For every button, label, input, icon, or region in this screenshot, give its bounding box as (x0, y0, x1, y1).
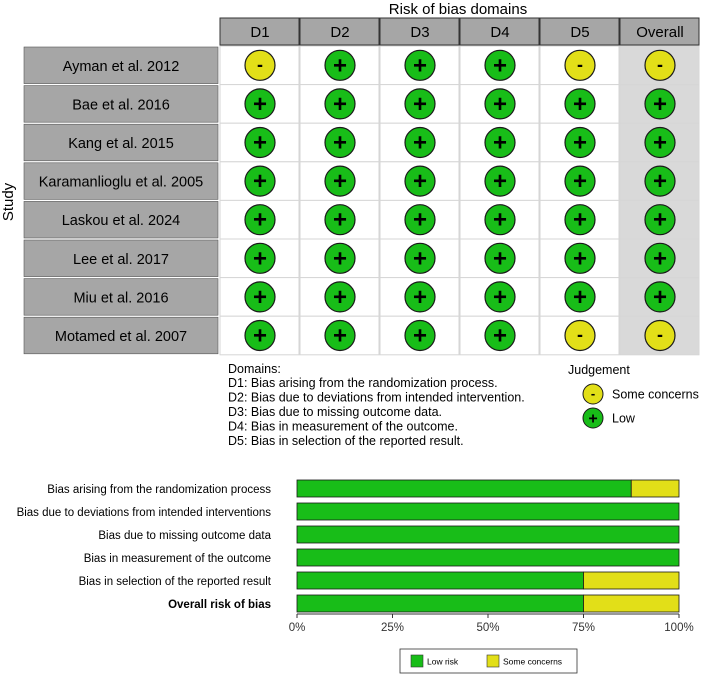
low-risk-bar (297, 595, 584, 612)
bar-category-label: Overall risk of bias (168, 599, 271, 611)
bar-chart-legend-label: Some concerns (503, 656, 563, 667)
judgement-symbol: + (332, 283, 348, 311)
study-row (24, 123, 699, 162)
some-concerns-bar (584, 572, 680, 589)
bar-chart-legend-label: Low risk (427, 656, 459, 667)
study-row (24, 200, 699, 239)
bar-category-label: Bias arising from the randomization process (47, 484, 271, 496)
low-risk-bar (297, 549, 679, 566)
judgement-symbol: + (412, 52, 428, 80)
judgement-legend-title: Judgement (568, 363, 630, 377)
domain-description: D1: Bias arising from the randomization process. (228, 376, 498, 390)
x-tick-label: 50% (476, 622, 500, 634)
study-name: Kang et al. 2015 (68, 136, 174, 152)
judgement-symbol: + (492, 52, 508, 80)
judgement-symbol: - (657, 54, 663, 75)
domain-header-label: D3 (410, 24, 430, 41)
judgement-symbol: + (412, 283, 428, 311)
low-risk-bar (297, 526, 679, 543)
low-risk-swatch (411, 655, 423, 667)
study-rows (24, 46, 699, 355)
judgement-symbol: + (252, 206, 268, 234)
domain-header-row (220, 18, 699, 45)
domain-description: D2: Bias due to deviations from intended intervention. (228, 390, 525, 405)
judgement-symbol: + (492, 168, 508, 196)
judgement-symbol: - (577, 54, 583, 75)
study-name: Bae et al. 2016 (72, 97, 170, 114)
bar-chart-legend (400, 649, 577, 673)
judgement-symbol: + (332, 168, 348, 196)
judgement-symbol: + (492, 322, 508, 350)
bar-category-label: Bias in measurement of the outcome (83, 553, 271, 565)
judgement-symbol: + (652, 168, 668, 196)
judgement-symbol: + (252, 322, 268, 350)
legend-symbol: + (588, 410, 598, 428)
domain-description: D3: Bias due to missing outcome data. (228, 405, 443, 419)
study-axis-title: Study (0, 182, 17, 222)
study-row (24, 46, 699, 85)
judgement-symbol: + (572, 168, 588, 196)
judgement-symbol: + (492, 283, 508, 311)
judgement-legend (568, 363, 699, 428)
judgement-symbol: + (652, 90, 668, 118)
judgement-symbol: + (492, 206, 508, 234)
judgement-symbol: + (332, 129, 348, 157)
summary-bar-chart (17, 480, 694, 673)
judgement-legend-label: Some concerns (612, 387, 699, 402)
judgement-symbol: + (492, 245, 508, 273)
study-row (24, 162, 699, 201)
judgement-symbol: + (412, 90, 428, 118)
judgement-symbol: + (492, 90, 508, 118)
judgement-symbol: + (652, 245, 668, 273)
bar-category-label: Bias in selection of the reported result (78, 576, 271, 588)
judgement-symbol: + (332, 206, 348, 234)
study-name: Laskou et al. 2024 (61, 213, 181, 230)
judgement-symbol: + (412, 206, 428, 234)
x-tick-label: 75% (571, 622, 596, 634)
judgement-symbol: + (572, 206, 588, 234)
bar-category-label: Bias due to deviations from intended interventions (16, 507, 271, 519)
judgement-symbol: + (652, 206, 668, 234)
domain-description: D4: Bias in measurement of the outcome. (228, 419, 458, 434)
judgement-symbol: + (572, 129, 588, 157)
judgement-symbol: + (652, 129, 668, 157)
x-tick-label: 25% (380, 622, 405, 634)
traffic-light-plot (0, 1, 699, 355)
judgement-symbol: + (252, 129, 268, 157)
some-concerns-bar (584, 595, 680, 612)
judgement-symbol: + (252, 245, 268, 273)
judgement-symbol: + (252, 283, 268, 311)
study-name: Ayman et al. 2012 (62, 58, 180, 75)
low-risk-bar (297, 480, 631, 497)
x-tick-label: 0% (288, 622, 306, 634)
low-risk-bar (297, 572, 584, 589)
study-name: Karamanlioglu et al. 2005 (38, 174, 204, 191)
legend-symbol: - (590, 386, 596, 401)
study-row (24, 316, 699, 355)
judgement-symbol: + (412, 129, 428, 157)
judgement-symbol: - (257, 54, 263, 75)
judgement-symbol: + (332, 90, 348, 118)
domains-axis-title: Risk of bias domains (388, 1, 528, 18)
domain-header-label: D2 (330, 24, 350, 41)
judgement-symbol: + (492, 129, 508, 157)
domain-header-label: D4 (490, 24, 510, 41)
some-concerns-swatch (487, 655, 499, 667)
study-row (24, 239, 699, 278)
study-name: Miu et al. 2016 (73, 290, 169, 307)
judgement-symbol: + (332, 322, 348, 350)
judgement-symbol: + (412, 245, 428, 273)
judgement-symbol: - (657, 324, 663, 345)
domain-header-label: Overall (636, 24, 684, 41)
domains-key-title: Domains: (228, 362, 281, 376)
domain-description-list (228, 376, 525, 448)
study-row (24, 85, 699, 124)
domain-description: D5: Bias in selection of the reported result. (228, 434, 464, 448)
study-row (24, 278, 699, 317)
judgement-symbol: - (577, 324, 583, 345)
judgement-symbol: + (572, 245, 588, 273)
judgement-symbol: + (412, 168, 428, 196)
judgement-symbol: + (332, 52, 348, 80)
domain-header-label: D1 (250, 24, 270, 41)
judgement-symbol: + (572, 283, 588, 311)
judgement-symbol: + (252, 90, 268, 118)
judgement-symbol: + (652, 283, 668, 311)
some-concerns-bar (631, 480, 679, 497)
low-risk-bar (297, 503, 679, 520)
judgement-symbol: + (252, 168, 268, 196)
domains-key (228, 362, 525, 448)
judgement-symbol: + (572, 90, 588, 118)
judgement-symbol: + (412, 322, 428, 350)
study-name: Lee et al. 2017 (73, 251, 169, 268)
x-tick-label: 100% (664, 622, 694, 634)
study-name: Motamed et al. 2007 (54, 329, 188, 345)
judgement-legend-label: Low (612, 411, 635, 426)
domain-header-label: D5 (570, 24, 590, 41)
judgement-symbol: + (332, 245, 348, 273)
bar-category-label: Bias due to missing outcome data (98, 530, 271, 542)
